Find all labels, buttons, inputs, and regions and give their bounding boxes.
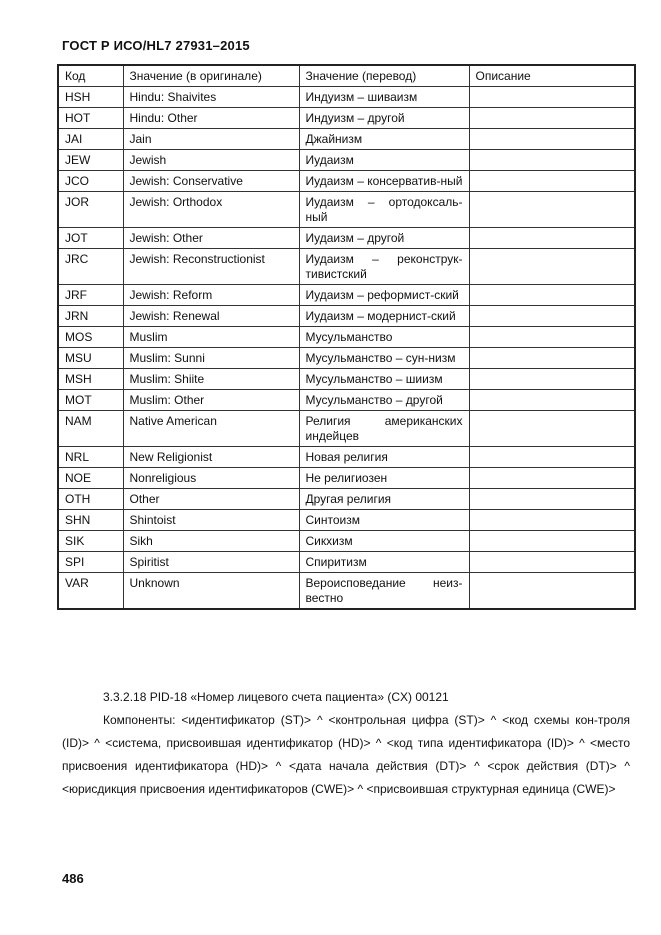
cell-original: Jain xyxy=(123,129,299,150)
cell-translation: Вероисповедание неиз-вестно xyxy=(299,573,469,610)
cell-translation: Мусульманство – другой xyxy=(299,390,469,411)
cell-code: JRF xyxy=(58,285,123,306)
cell-description xyxy=(469,228,635,249)
cell-translation: Иудаизм – ортодоксаль-ный xyxy=(299,192,469,228)
table-row xyxy=(58,411,635,447)
cell-description xyxy=(469,369,635,390)
table-row xyxy=(58,489,635,510)
cell-original: Other xyxy=(123,489,299,510)
cell-description xyxy=(469,447,635,468)
cell-description xyxy=(469,192,635,228)
table-row xyxy=(58,108,635,129)
table-row xyxy=(58,531,635,552)
table-row xyxy=(58,249,635,285)
cell-description xyxy=(469,327,635,348)
cell-description xyxy=(469,390,635,411)
cell-code: HSH xyxy=(58,87,123,108)
table-row xyxy=(58,150,635,171)
cell-code: MOS xyxy=(58,327,123,348)
cell-description xyxy=(469,108,635,129)
cell-translation: Индуизм – шиваизм xyxy=(299,87,469,108)
document-header: ГОСТ Р ИСО/HL7 27931–2015 xyxy=(62,38,250,53)
cell-description xyxy=(469,552,635,573)
table-row xyxy=(58,468,635,489)
cell-original: Muslim xyxy=(123,327,299,348)
cell-code: JOR xyxy=(58,192,123,228)
cell-translation: Мусульманство – сун-низм xyxy=(299,348,469,369)
table-row xyxy=(58,87,635,108)
cell-translation: Иудаизм – консерватив-ный xyxy=(299,171,469,192)
cell-description xyxy=(469,348,635,369)
cell-description xyxy=(469,306,635,327)
cell-code: MSU xyxy=(58,348,123,369)
cell-original: Nonreligious xyxy=(123,468,299,489)
cell-translation: Джайнизм xyxy=(299,129,469,150)
cell-original: Jewish: Reconstructionist xyxy=(123,249,299,285)
table-row xyxy=(58,129,635,150)
table-row xyxy=(58,552,635,573)
table-header-row xyxy=(58,65,635,87)
cell-description xyxy=(469,87,635,108)
cell-code: SIK xyxy=(58,531,123,552)
section-heading: 3.3.2.18 PID-18 «Номер лицевого счета пациента» (CX) 00121 xyxy=(103,690,449,704)
table-row xyxy=(58,369,635,390)
cell-original: Hindu: Other xyxy=(123,108,299,129)
table-row xyxy=(58,306,635,327)
cell-code: JEW xyxy=(58,150,123,171)
column-header-translation: Значение (перевод) xyxy=(299,65,469,87)
cell-translation: Иудаизм – реконструк-тивистский xyxy=(299,249,469,285)
cell-translation: Религия американских индейцев xyxy=(299,411,469,447)
cell-code: JRN xyxy=(58,306,123,327)
cell-description xyxy=(469,468,635,489)
cell-code: MOT xyxy=(58,390,123,411)
cell-description xyxy=(469,171,635,192)
cell-code: NOE xyxy=(58,468,123,489)
cell-code: SHN xyxy=(58,510,123,531)
cell-code: HOT xyxy=(58,108,123,129)
table-row xyxy=(58,510,635,531)
cell-translation: Синтоизм xyxy=(299,510,469,531)
cell-original: New Religionist xyxy=(123,447,299,468)
cell-original: Hindu: Shaivites xyxy=(123,87,299,108)
table-row xyxy=(58,192,635,228)
cell-translation: Иудаизм – другой xyxy=(299,228,469,249)
cell-code: SPI xyxy=(58,552,123,573)
religion-codes-table xyxy=(57,64,636,610)
cell-original: Jewish xyxy=(123,150,299,171)
cell-original: Muslim: Sunni xyxy=(123,348,299,369)
cell-code: MSH xyxy=(58,369,123,390)
column-header-code: Код xyxy=(58,65,123,87)
page-number: 486 xyxy=(62,871,84,886)
cell-description xyxy=(469,531,635,552)
column-header-original: Значение (в оригинале) xyxy=(123,65,299,87)
cell-translation: Иудаизм – модернист-ский xyxy=(299,306,469,327)
table-row xyxy=(58,228,635,249)
cell-description xyxy=(469,249,635,285)
cell-translation: Сикхизм xyxy=(299,531,469,552)
column-header-description: Описание xyxy=(469,65,635,87)
cell-description xyxy=(469,489,635,510)
cell-description xyxy=(469,510,635,531)
table-row xyxy=(58,447,635,468)
cell-code: OTH xyxy=(58,489,123,510)
table-row xyxy=(58,390,635,411)
cell-original: Muslim: Other xyxy=(123,390,299,411)
cell-original: Spiritist xyxy=(123,552,299,573)
section-body: Компоненты: <идентификатор (ST)> ^ <контрольная цифра (ST)> ^ <код схемы кон-троля (ID)> ^ <система, присвоившая идентификатор (HD)> ^ <код типа идентификатора (ID)> ^ <место присвоения идентификатора (HD)> ^ <дата начала действия (DT)> ^ <срок действия (DT)> ^ <юрисдикция присвоения идентификаторов (CWE)> ^ <присвоившая структурная единица (CWE)> xyxy=(62,713,630,796)
table-row xyxy=(58,171,635,192)
cell-code: NAM xyxy=(58,411,123,447)
cell-original: Jewish: Reform xyxy=(123,285,299,306)
table-row xyxy=(58,348,635,369)
cell-code: JAI xyxy=(58,129,123,150)
cell-description xyxy=(469,285,635,306)
cell-translation: Иудаизм – реформист-ский xyxy=(299,285,469,306)
cell-description xyxy=(469,411,635,447)
cell-code: VAR xyxy=(58,573,123,610)
cell-original: Native American xyxy=(123,411,299,447)
cell-code: JRC xyxy=(58,249,123,285)
cell-original: Muslim: Shiite xyxy=(123,369,299,390)
cell-code: NRL xyxy=(58,447,123,468)
cell-code: JOT xyxy=(58,228,123,249)
cell-translation: Другая религия xyxy=(299,489,469,510)
cell-original: Jewish: Other xyxy=(123,228,299,249)
cell-description xyxy=(469,129,635,150)
cell-translation: Не религиозен xyxy=(299,468,469,489)
cell-original: Shintoist xyxy=(123,510,299,531)
cell-original: Jewish: Conservative xyxy=(123,171,299,192)
cell-original: Sikh xyxy=(123,531,299,552)
table-row xyxy=(58,285,635,306)
table-row xyxy=(58,327,635,348)
cell-translation: Спиритизм xyxy=(299,552,469,573)
cell-translation: Мусульманство – шиизм xyxy=(299,369,469,390)
cell-translation: Иудаизм xyxy=(299,150,469,171)
cell-code: JCO xyxy=(58,171,123,192)
cell-translation: Индуизм – другой xyxy=(299,108,469,129)
cell-description xyxy=(469,150,635,171)
cell-description xyxy=(469,573,635,610)
cell-original: Jewish: Orthodox xyxy=(123,192,299,228)
cell-original: Jewish: Renewal xyxy=(123,306,299,327)
table-row xyxy=(58,573,635,610)
cell-original: Unknown xyxy=(123,573,299,610)
cell-translation: Новая религия xyxy=(299,447,469,468)
cell-translation: Мусульманство xyxy=(299,327,469,348)
